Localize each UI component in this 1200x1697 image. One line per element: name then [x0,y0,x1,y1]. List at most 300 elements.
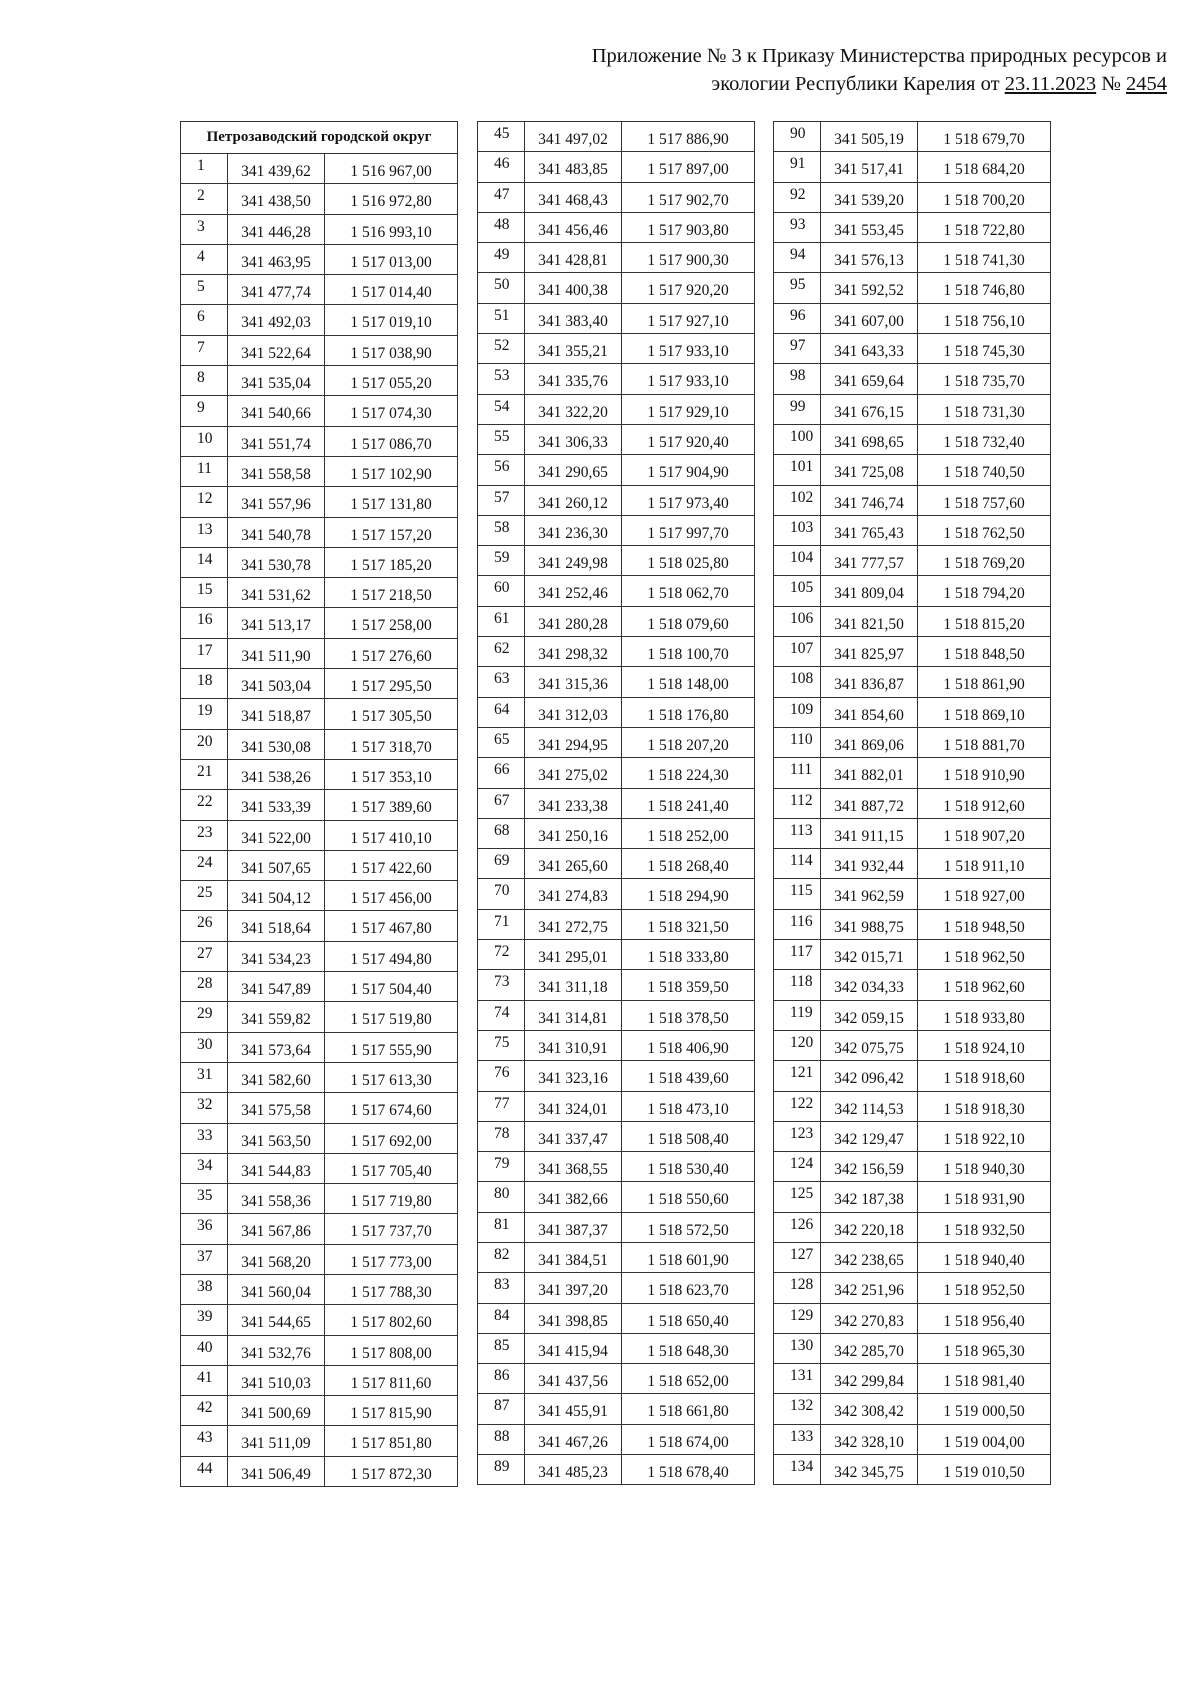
y-coordinate: 1 518 100,70 [622,637,755,667]
point-number: 92 [774,182,821,212]
point-number: 57 [478,485,525,515]
y-coordinate: 1 517 973,40 [622,485,755,515]
point-number: 23 [181,820,228,850]
table-row [774,879,1051,909]
x-coordinate: 341 698,65 [821,424,918,454]
x-coordinate: 341 988,75 [821,909,918,939]
y-coordinate: 1 517 038,90 [325,335,458,365]
coordinates-table-2 [477,121,755,1485]
y-coordinate: 1 517 389,60 [325,790,458,820]
x-coordinate: 341 809,04 [821,576,918,606]
point-number: 14 [181,547,228,577]
table-row [181,1365,458,1395]
y-coordinate: 1 517 014,40 [325,275,458,305]
x-coordinate: 341 882,01 [821,758,918,788]
y-coordinate: 1 517 904,90 [622,455,755,485]
table-row [774,303,1051,333]
table-row [774,152,1051,182]
y-coordinate: 1 518 550,60 [622,1182,755,1212]
x-coordinate: 342 251,96 [821,1273,918,1303]
x-coordinate: 342 345,75 [821,1455,918,1485]
x-coordinate: 341 557,96 [228,487,325,517]
coordinates-column-3 [773,121,1051,1485]
table-row [774,1121,1051,1151]
y-coordinate: 1 518 321,50 [622,909,755,939]
y-coordinate: 1 518 952,50 [918,1273,1051,1303]
y-coordinate: 1 518 176,80 [622,697,755,727]
table-row [774,970,1051,1000]
table-row [774,576,1051,606]
y-coordinate: 1 518 731,30 [918,394,1051,424]
point-number: 133 [774,1424,821,1454]
x-coordinate: 341 337,47 [525,1121,622,1151]
x-coordinate: 342 220,18 [821,1212,918,1242]
x-coordinate: 341 531,62 [228,578,325,608]
point-number: 40 [181,1335,228,1365]
y-coordinate: 1 518 224,30 [622,758,755,788]
table-row [478,1303,755,1333]
y-coordinate: 1 517 920,20 [622,273,755,303]
table-row [181,1062,458,1092]
table-row [774,1000,1051,1030]
table-row [181,881,458,911]
x-coordinate: 341 437,56 [525,1364,622,1394]
point-number: 11 [181,456,228,486]
point-number: 3 [181,214,228,244]
y-coordinate: 1 518 062,70 [622,576,755,606]
y-coordinate: 1 517 705,40 [325,1153,458,1183]
x-coordinate: 342 187,38 [821,1182,918,1212]
point-number: 18 [181,669,228,699]
point-number: 132 [774,1394,821,1424]
x-coordinate: 341 518,64 [228,911,325,941]
x-coordinate: 341 383,40 [525,303,622,333]
point-number: 27 [181,941,228,971]
x-coordinate: 341 534,23 [228,941,325,971]
x-coordinate: 341 518,87 [228,699,325,729]
point-number: 4 [181,244,228,274]
table-body [181,154,458,1487]
y-coordinate: 1 517 900,30 [622,243,755,273]
point-number: 86 [478,1364,525,1394]
y-coordinate: 1 518 861,90 [918,667,1051,697]
point-number: 21 [181,759,228,789]
point-number: 43 [181,1426,228,1456]
point-number: 31 [181,1062,228,1092]
table-row [478,1273,755,1303]
table-row [478,546,755,576]
point-number: 87 [478,1394,525,1424]
x-coordinate: 342 156,59 [821,1152,918,1182]
y-coordinate: 1 518 912,60 [918,788,1051,818]
x-coordinate: 341 250,16 [525,818,622,848]
point-number: 15 [181,578,228,608]
x-coordinate: 341 592,52 [821,273,918,303]
point-number: 130 [774,1333,821,1363]
y-coordinate: 1 518 648,30 [622,1333,755,1363]
y-coordinate: 1 517 902,70 [622,182,755,212]
table-row [774,1182,1051,1212]
point-number: 72 [478,940,525,970]
point-number: 93 [774,212,821,242]
point-number: 114 [774,849,821,879]
table-row [181,1002,458,1032]
x-coordinate: 341 507,65 [228,850,325,880]
x-coordinate: 341 382,66 [525,1182,622,1212]
y-coordinate: 1 517 788,30 [325,1274,458,1304]
x-coordinate: 341 233,38 [525,788,622,818]
table-row [774,1394,1051,1424]
header-line-2 [467,70,1167,98]
y-coordinate: 1 518 948,50 [918,909,1051,939]
point-number: 1 [181,154,228,184]
point-number: 64 [478,697,525,727]
x-coordinate: 341 463,95 [228,244,325,274]
x-coordinate: 341 312,03 [525,697,622,727]
y-coordinate: 1 518 508,40 [622,1121,755,1151]
y-coordinate: 1 516 967,00 [325,154,458,184]
y-coordinate: 1 517 353,10 [325,759,458,789]
x-coordinate: 341 314,81 [525,1000,622,1030]
table-row [774,1242,1051,1272]
x-coordinate: 341 492,03 [228,305,325,335]
y-coordinate: 1 518 918,60 [918,1061,1051,1091]
coordinates-column-2 [477,121,755,1485]
y-coordinate: 1 517 305,50 [325,699,458,729]
point-number: 10 [181,426,228,456]
table-row [478,1000,755,1030]
table-row [181,517,458,547]
y-coordinate: 1 517 185,20 [325,547,458,577]
point-number: 52 [478,334,525,364]
y-coordinate: 1 517 555,90 [325,1032,458,1062]
table-row [774,1091,1051,1121]
point-number: 68 [478,818,525,848]
y-coordinate: 1 517 692,00 [325,1123,458,1153]
point-number: 120 [774,1030,821,1060]
point-number: 20 [181,729,228,759]
table-row [774,606,1051,636]
x-coordinate: 341 575,58 [228,1093,325,1123]
y-coordinate: 1 517 086,70 [325,426,458,456]
table-row [181,972,458,1002]
x-coordinate: 341 932,44 [821,849,918,879]
table-row [774,122,1051,152]
table-row [181,608,458,638]
y-coordinate: 1 518 674,00 [622,1424,755,1454]
point-number: 102 [774,485,821,515]
x-coordinate: 341 280,28 [525,606,622,636]
x-coordinate: 341 547,89 [228,972,325,1002]
y-coordinate: 1 518 962,60 [918,970,1051,1000]
y-coordinate: 1 517 851,80 [325,1426,458,1456]
point-number: 90 [774,122,821,152]
point-number: 36 [181,1214,228,1244]
y-coordinate: 1 517 886,90 [622,122,755,152]
x-coordinate: 341 438,50 [228,184,325,214]
table-row [478,394,755,424]
y-coordinate: 1 518 940,40 [918,1242,1051,1272]
x-coordinate: 341 485,23 [525,1455,622,1485]
y-coordinate: 1 518 025,80 [622,546,755,576]
table-row [774,485,1051,515]
y-coordinate: 1 517 422,60 [325,850,458,880]
coordinates-column-1 [180,121,458,1487]
x-coordinate: 341 335,76 [525,364,622,394]
point-number: 129 [774,1303,821,1333]
x-coordinate: 341 310,91 [525,1030,622,1060]
y-coordinate: 1 517 494,80 [325,941,458,971]
point-number: 51 [478,303,525,333]
y-coordinate: 1 518 652,00 [622,1364,755,1394]
point-number: 80 [478,1182,525,1212]
point-number: 35 [181,1184,228,1214]
y-coordinate: 1 517 519,80 [325,1002,458,1032]
coordinates-table-3 [773,121,1051,1485]
point-number: 111 [774,758,821,788]
table-row [774,909,1051,939]
x-coordinate: 341 415,94 [525,1333,622,1363]
table-row [181,154,458,184]
point-number: 124 [774,1152,821,1182]
x-coordinate: 341 522,64 [228,335,325,365]
y-coordinate: 1 518 881,70 [918,727,1051,757]
point-number: 128 [774,1273,821,1303]
y-coordinate: 1 518 911,10 [918,849,1051,879]
point-number: 56 [478,455,525,485]
y-coordinate: 1 518 757,60 [918,485,1051,515]
table-title-row [181,122,458,154]
table-row [774,182,1051,212]
table-row [774,940,1051,970]
x-coordinate: 342 075,75 [821,1030,918,1060]
point-number: 39 [181,1305,228,1335]
point-number: 19 [181,699,228,729]
table-row [181,669,458,699]
table-row [774,212,1051,242]
y-coordinate: 1 516 993,10 [325,214,458,244]
point-number: 59 [478,546,525,576]
x-coordinate: 341 582,60 [228,1062,325,1092]
y-coordinate: 1 518 679,70 [918,122,1051,152]
point-number: 69 [478,849,525,879]
y-coordinate: 1 518 650,40 [622,1303,755,1333]
x-coordinate: 342 270,83 [821,1303,918,1333]
table-row [478,879,755,909]
table-row [478,727,755,757]
x-coordinate: 341 387,37 [525,1212,622,1242]
table-row [478,697,755,727]
table-row [774,1303,1051,1333]
table-row [478,606,755,636]
point-number: 12 [181,487,228,517]
x-coordinate: 341 560,04 [228,1274,325,1304]
y-coordinate: 1 517 218,50 [325,578,458,608]
y-coordinate: 1 517 737,70 [325,1214,458,1244]
table-row [181,1123,458,1153]
x-coordinate: 341 962,59 [821,879,918,909]
point-number: 25 [181,881,228,911]
y-coordinate: 1 517 456,00 [325,881,458,911]
x-coordinate: 341 725,08 [821,455,918,485]
x-coordinate: 341 676,15 [821,394,918,424]
table-row [774,243,1051,273]
x-coordinate: 342 299,84 [821,1364,918,1394]
y-coordinate: 1 518 079,60 [622,606,755,636]
point-number: 71 [478,909,525,939]
x-coordinate: 341 530,78 [228,547,325,577]
point-number: 45 [478,122,525,152]
point-number: 116 [774,909,821,939]
y-coordinate: 1 517 933,10 [622,364,755,394]
point-number: 55 [478,424,525,454]
table-row [478,1394,755,1424]
coordinates-table-1 [180,121,458,1487]
table-row [774,818,1051,848]
point-number: 24 [181,850,228,880]
x-coordinate: 341 544,65 [228,1305,325,1335]
y-coordinate: 1 517 872,30 [325,1456,458,1486]
point-number: 2 [181,184,228,214]
table-row [774,1030,1051,1060]
x-coordinate: 341 503,04 [228,669,325,699]
table-row [774,1364,1051,1394]
point-number: 91 [774,152,821,182]
x-coordinate: 341 398,85 [525,1303,622,1333]
point-number: 106 [774,606,821,636]
y-coordinate: 1 518 762,50 [918,515,1051,545]
y-coordinate: 1 516 972,80 [325,184,458,214]
x-coordinate: 341 468,43 [525,182,622,212]
x-coordinate: 341 568,20 [228,1244,325,1274]
x-coordinate: 341 368,55 [525,1152,622,1182]
x-coordinate: 342 308,42 [821,1394,918,1424]
x-coordinate: 341 563,50 [228,1123,325,1153]
x-coordinate: 341 295,01 [525,940,622,970]
y-coordinate: 1 518 745,30 [918,334,1051,364]
y-coordinate: 1 518 933,80 [918,1000,1051,1030]
x-coordinate: 341 558,36 [228,1184,325,1214]
y-coordinate: 1 518 684,20 [918,152,1051,182]
y-coordinate: 1 517 102,90 [325,456,458,486]
point-number: 5 [181,275,228,305]
x-coordinate: 341 746,74 [821,485,918,515]
x-coordinate: 341 455,91 [525,1394,622,1424]
x-coordinate: 342 328,10 [821,1424,918,1454]
x-coordinate: 342 114,53 [821,1091,918,1121]
y-coordinate: 1 518 735,70 [918,364,1051,394]
table-row [181,275,458,305]
table-row [181,790,458,820]
table-row [181,244,458,274]
y-coordinate: 1 518 910,90 [918,758,1051,788]
y-coordinate: 1 517 933,10 [622,334,755,364]
x-coordinate: 341 275,02 [525,758,622,788]
point-number: 74 [478,1000,525,1030]
y-coordinate: 1 518 740,50 [918,455,1051,485]
x-coordinate: 341 446,28 [228,214,325,244]
y-coordinate: 1 517 927,10 [622,303,755,333]
x-coordinate: 341 765,43 [821,515,918,545]
point-number: 67 [478,788,525,818]
header-line-1: Приложение № 3 к Приказу Министерства природных ресурсов и [591,45,1167,67]
y-coordinate: 1 517 613,30 [325,1062,458,1092]
table-body [478,122,755,1485]
point-number: 48 [478,212,525,242]
y-coordinate: 1 518 252,00 [622,818,755,848]
table-row [774,424,1051,454]
x-coordinate: 341 911,15 [821,818,918,848]
x-coordinate: 341 400,38 [525,273,622,303]
header-line-2-prefix: экологии Республики Карелия от [711,73,1005,95]
y-coordinate: 1 519 000,50 [918,1394,1051,1424]
point-number: 127 [774,1242,821,1272]
point-number: 84 [478,1303,525,1333]
y-coordinate: 1 518 207,20 [622,727,755,757]
point-number: 98 [774,364,821,394]
x-coordinate: 341 558,58 [228,456,325,486]
x-coordinate: 341 559,82 [228,1002,325,1032]
y-coordinate: 1 518 927,00 [918,879,1051,909]
x-coordinate: 341 506,49 [228,1456,325,1486]
point-number: 33 [181,1123,228,1153]
x-coordinate: 341 236,30 [525,515,622,545]
table-row [478,122,755,152]
point-number: 121 [774,1061,821,1091]
table-row [774,1333,1051,1363]
point-number: 41 [181,1365,228,1395]
point-number: 125 [774,1182,821,1212]
point-number: 119 [774,1000,821,1030]
point-number: 117 [774,940,821,970]
y-coordinate: 1 518 732,40 [918,424,1051,454]
x-coordinate: 341 836,87 [821,667,918,697]
table-row [478,243,755,273]
point-number: 42 [181,1396,228,1426]
y-coordinate: 1 518 268,40 [622,849,755,879]
table-row [181,1335,458,1365]
y-coordinate: 1 517 410,10 [325,820,458,850]
table-row [774,727,1051,757]
y-coordinate: 1 518 907,20 [918,818,1051,848]
y-coordinate: 1 517 674,60 [325,1093,458,1123]
y-coordinate: 1 518 148,00 [622,667,755,697]
table-row [478,818,755,848]
table-row [774,1273,1051,1303]
table-row [774,394,1051,424]
point-number: 82 [478,1242,525,1272]
table-row [774,273,1051,303]
x-coordinate: 341 315,36 [525,667,622,697]
y-coordinate: 1 518 623,70 [622,1273,755,1303]
table-row [478,758,755,788]
y-coordinate: 1 518 924,10 [918,1030,1051,1060]
table-row [181,396,458,426]
point-number: 78 [478,1121,525,1151]
x-coordinate: 341 825,97 [821,637,918,667]
table-row [181,1426,458,1456]
table-row [478,152,755,182]
point-number: 123 [774,1121,821,1151]
point-number: 54 [478,394,525,424]
y-coordinate: 1 518 473,10 [622,1091,755,1121]
table-row [478,364,755,394]
y-coordinate: 1 519 004,00 [918,1424,1051,1454]
x-coordinate: 341 539,20 [821,182,918,212]
x-coordinate: 341 467,26 [525,1424,622,1454]
table-row [774,849,1051,879]
y-coordinate: 1 517 295,50 [325,669,458,699]
